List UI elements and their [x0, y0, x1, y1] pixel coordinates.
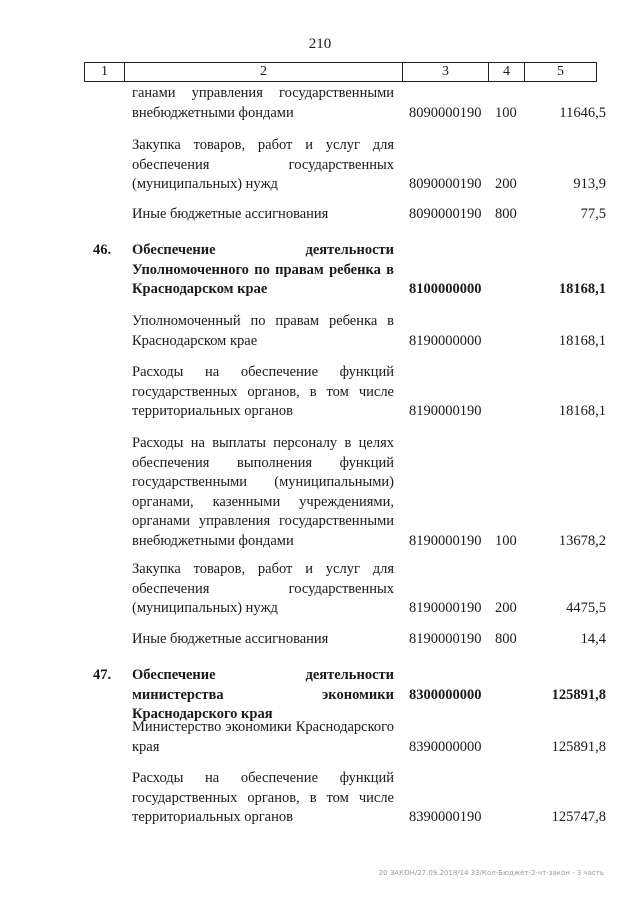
page-number: 210: [308, 36, 332, 52]
row-description: Иные бюджетные ассигнования: [132, 206, 329, 222]
row-description: ганами управления государственными внебюджетными фондами: [132, 85, 394, 121]
table-row: [0, 434, 640, 552]
row-amount: 13678,2: [558, 533, 606, 549]
row-target-code: 8100000000: [409, 281, 482, 298]
row-amount: 18168,1: [558, 281, 606, 298]
row-expense-type: 200: [495, 176, 517, 193]
row-amount: 125891,8: [551, 738, 606, 755]
table-row: [0, 136, 640, 195]
row-target-code: 8190000190: [409, 403, 482, 420]
row-amount: 14,4: [580, 631, 606, 647]
row-description: Закупка товаров, работ и услуг для обеспечения государственных (муниципальных) нужд: [132, 137, 394, 193]
table-row: [0, 666, 640, 723]
row-target-code: 8190000190: [409, 533, 482, 549]
table-row: [0, 241, 640, 300]
row-target-code: 8390000000: [409, 738, 482, 755]
row-expense-type: 800: [495, 631, 517, 647]
row-target-code: 8190000190: [409, 631, 482, 647]
row-description: Уполномоченный по правам ребенка в Краснодарском крае: [132, 313, 394, 349]
row-target-code: 8090000190: [409, 176, 482, 193]
row-amount: 18168,1: [558, 403, 606, 420]
row-number: 47.: [93, 667, 112, 683]
column-header-row: [84, 62, 597, 82]
table-row: [0, 312, 640, 351]
row-amount: 77,5: [580, 206, 606, 222]
row-description: Расходы на обеспечение функций государственных органов, в том числе территориальных органов: [132, 770, 394, 826]
table-row: [0, 630, 640, 650]
row-description: Расходы на выплаты персоналу в целях обеспечения выполнения функций государственными (муниципальными) органами, казенными учреждениями, органами управления государственными внебюджетными фондами: [132, 435, 394, 549]
column-header-5: 5: [525, 63, 597, 82]
table-row: [0, 363, 640, 422]
row-description: Закупка товаров, работ и услуг для обеспечения государственных (муниципальных) нужд: [132, 561, 394, 617]
table-row: [0, 560, 640, 619]
row-expense-type: 100: [495, 533, 517, 549]
column-header-3: 3: [403, 63, 489, 82]
table-row: [0, 205, 640, 225]
row-expense-type: 200: [495, 600, 517, 617]
column-header-4: 4: [489, 63, 525, 82]
row-target-code: 8190000000: [409, 332, 482, 349]
row-amount: 913,9: [573, 176, 606, 193]
row-amount: 18168,1: [558, 332, 606, 349]
row-amount: 125747,8: [551, 809, 606, 826]
row-description: Обеспечение деятельности министерства экономики Краснодарского края: [132, 667, 394, 723]
table-row: [0, 718, 640, 757]
row-expense-type: 800: [495, 206, 517, 222]
table-row: [0, 769, 640, 828]
row-description: Министерство экономики Краснодарского края: [132, 719, 394, 755]
row-description: Иные бюджетные ассигнования: [132, 631, 329, 647]
footer-file-path: 20 ЗАКОН/27.09.2018/14 33/Кол-Бюджет-2-чт-закон - 3 часть: [378, 869, 604, 877]
row-target-code: 8090000190: [409, 206, 482, 222]
row-target-code: 8190000190: [409, 600, 482, 617]
table-row: [0, 84, 640, 123]
row-target-code: 8390000190: [409, 809, 482, 826]
column-header-2: 2: [125, 63, 403, 82]
row-amount: 4475,5: [566, 600, 606, 617]
row-description: Обеспечение деятельности Уполномоченного по правам ребенка в Краснодарском крае: [132, 242, 394, 298]
row-expense-type: 100: [495, 104, 517, 121]
row-target-code: 8090000190: [409, 104, 482, 121]
row-amount: 125891,8: [551, 686, 606, 703]
row-number: 46.: [93, 242, 112, 258]
column-header-1: 1: [85, 63, 125, 82]
row-target-code: 8300000000: [409, 686, 482, 703]
row-amount: 11646,5: [559, 104, 606, 121]
row-description: Расходы на обеспечение функций государственных органов, в том числе территориальных органов: [132, 364, 394, 420]
